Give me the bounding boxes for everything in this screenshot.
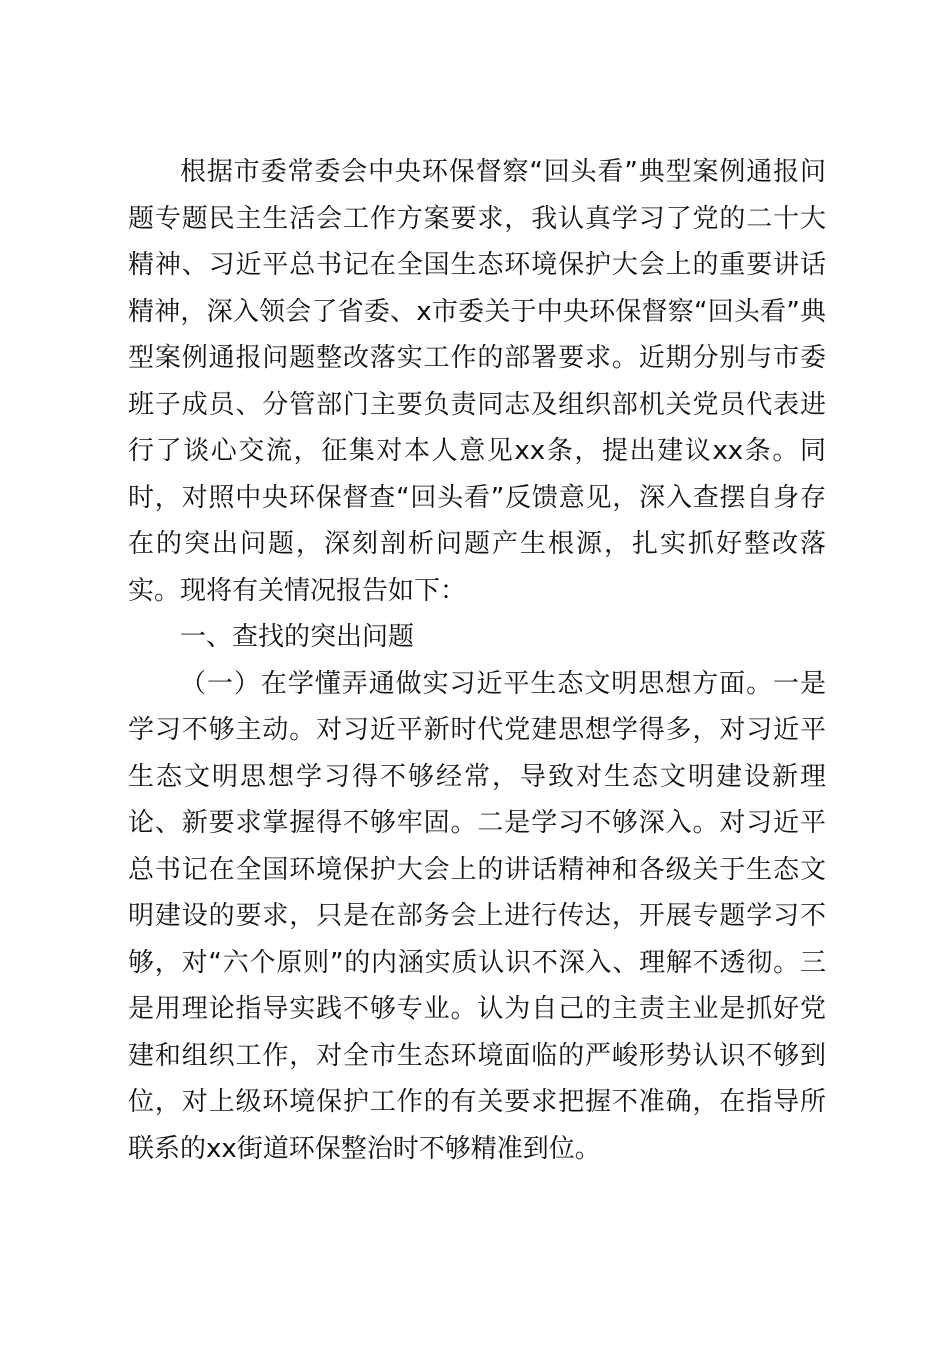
section-heading: 一、查找的突出问题 <box>180 622 415 652</box>
subsection-paragraph: （一）在学懂弄通做实习近平生态文明思想方面。一是学习不够主动。对习近平新时代党建思想学得多，对习近平生态文明思想学习得不够经常，导致对生态文明建设新理论、新要求掌握得不够牢固。二是学习不够深入。对习近平总书记在全国环境保护大会上的讲话精神和各级关于生态文明建设的要求，只是在部务会上进行传达，开展专题学习不够，对“六个原则”的内涵实质认识不深入、理解不透彻。三是用理论指导实践不够专业。认为自己的主责主业是抓好党建和组织工作，对全市生态环境面临的严峻形势认识不够到位，对上级环境保护工作的有关要求把握不准确，在指导所联系的xx街道环保整治时不够精准到位。 <box>128 668 826 1164</box>
intro-paragraph: 根据市委常委会中央环保督察“回头看”典型案例通报问题专题民主生活会工作方案要求，我认真学习了党的二十大精神、习近平总书记在全国生态环境保护大会上的重要讲话精神，深入领会了省委、x市委关于中央环保督察“回头看”典型案例通报问题整改落实工作的部署要求。近期分别与市委班子成员、分管部门主要负责同志及组织部机关党员代表进行了谈心交流，征集对本人意见xx条，提出建议xx条。同时，对照中央环保督查“回头看”反馈意见，深入查摆自身存在的突出问题，深刻剖析问题产生根源，扎实抓好整改落实。现将有关情况报告如下： <box>128 157 826 606</box>
document-body <box>128 149 826 1172</box>
